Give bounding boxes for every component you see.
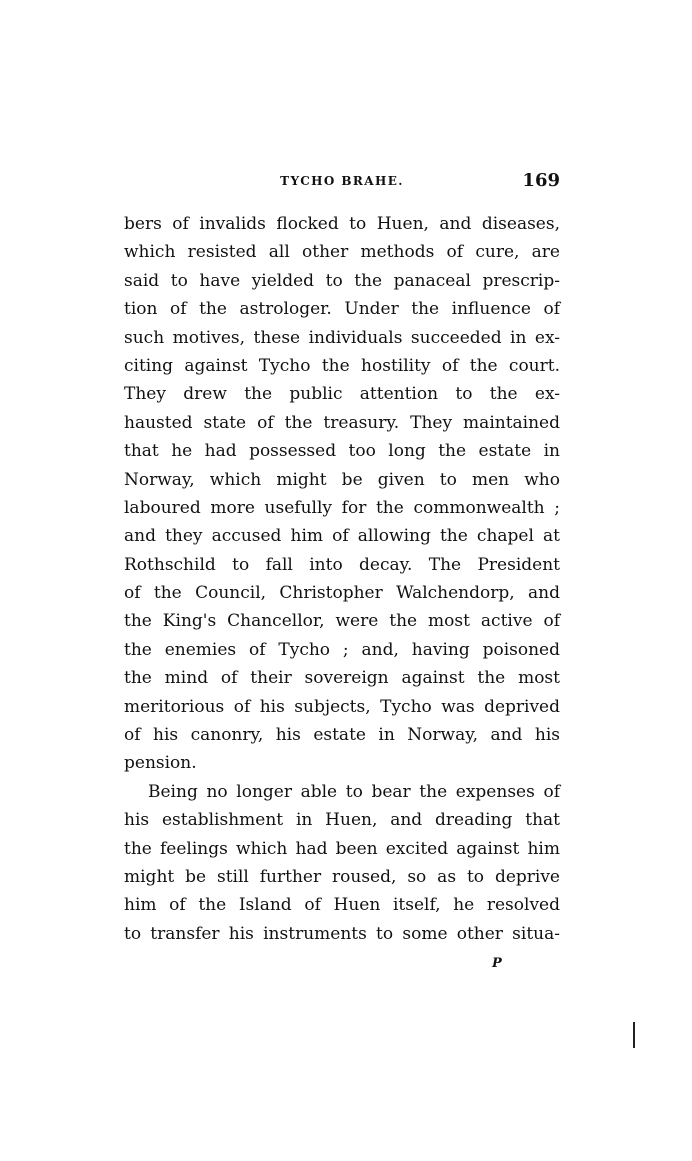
text-line: the King's Chancellor, were the most active of <box>124 611 560 632</box>
margin-rule <box>633 1022 635 1048</box>
text-line: the mind of their sovereign against the most <box>124 668 560 689</box>
body-text <box>124 210 560 948</box>
text-line: the enemies of Tycho ; and, having poisoned <box>124 639 560 660</box>
text-line: might be still further roused, so as to deprive <box>124 866 560 887</box>
text-line: They drew the public attention to the ex- <box>124 384 560 405</box>
text-line: Being no longer able to bear the expenses of <box>148 781 560 802</box>
text-line: the feelings which had been excited against him <box>124 838 560 859</box>
text-line: hausted state of the treasury. They maintained <box>124 412 560 433</box>
text-line: pension. <box>124 753 197 774</box>
text-line: that he had possessed too long the estate in <box>124 441 560 462</box>
text-line: of his canonry, his estate in Norway, and his <box>124 725 560 746</box>
running-head <box>124 170 560 194</box>
paragraph-2 <box>124 778 560 948</box>
text-line: bers of invalids flocked to Huen, and diseases, <box>124 214 560 234</box>
text-line: said to have yielded to the panaceal prescrip- <box>124 270 560 291</box>
paragraph-1 <box>124 210 560 778</box>
text-line: him of the Island of Huen itself, he resolved <box>124 895 560 916</box>
page-number: 169 <box>522 170 560 191</box>
text-line: tion of the astrologer. Under the influence of <box>124 299 560 320</box>
text-line: laboured more usefully for the commonwealth ; <box>124 497 560 518</box>
text-line: of the Council, Christopher Walchendorp, and <box>124 583 560 604</box>
text-line: which resisted all other methods of cure, are <box>124 242 560 263</box>
text-line: and they accused him of allowing the chapel at <box>124 526 560 547</box>
signature-mark: P <box>492 956 502 971</box>
text-line: such motives, these individuals succeeded in ex- <box>124 327 560 348</box>
text-line: Rothschild to fall into decay. The President <box>124 554 560 575</box>
running-title: TYCHO BRAHE. <box>280 174 404 188</box>
text-line: to transfer his instruments to some other situa- <box>124 923 560 944</box>
text-line: meritorious of his subjects, Tycho was deprived <box>124 696 560 717</box>
text-line: his establishment in Huen, and dreading that <box>124 810 560 831</box>
text-line: citing against Tycho the hostility of the court. <box>124 355 560 376</box>
text-line: Norway, which might be given to men who <box>124 469 560 490</box>
